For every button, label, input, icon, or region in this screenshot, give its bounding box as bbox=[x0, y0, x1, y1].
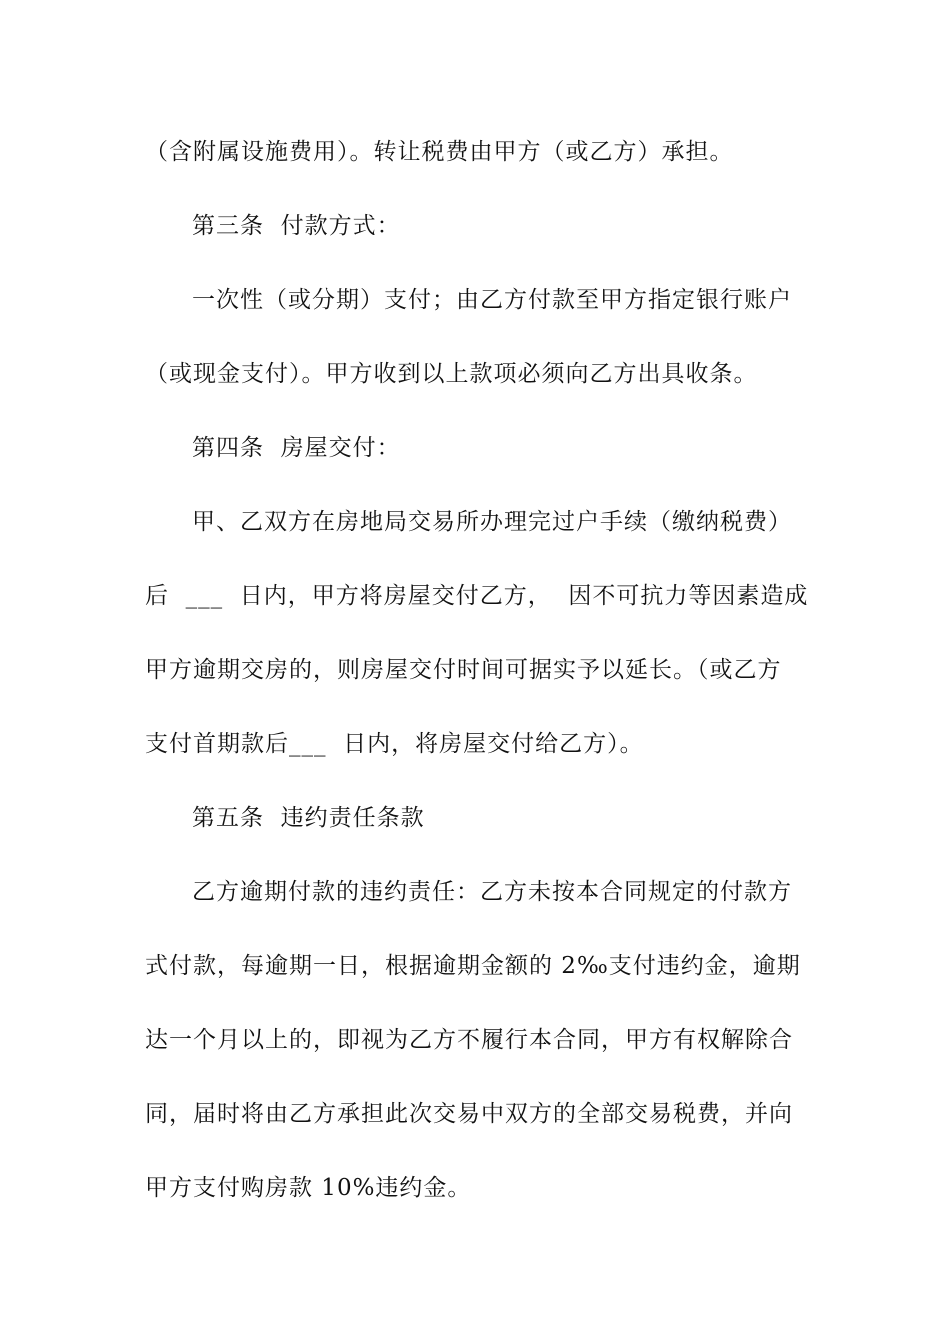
section-heading: 第五条 违约责任条款 bbox=[192, 805, 425, 831]
text-line: 甲、乙双方在房地局交易所办理完过户手续（缴纳税费） bbox=[192, 509, 792, 535]
text-line: 后 ___ 日内，甲方将房屋交付乙方， 因不可抗力等因素造成 bbox=[145, 583, 809, 609]
section-heading: 第四条 房屋交付： bbox=[192, 435, 401, 461]
text-line: （或现金支付）。甲方收到以上款项必须向乙方出具收条。 bbox=[145, 361, 758, 387]
section-heading: 第三条 付款方式： bbox=[192, 213, 401, 239]
text-line: 达一个月以上的，即视为乙方不履行本合同，甲方有权解除合 bbox=[145, 1027, 793, 1053]
text-line: 甲方逾期交房的，则房屋交付时间可据实予以延长。（或乙方 bbox=[145, 657, 782, 683]
text-line: 支付首期款后___ 日内，将房屋交付给乙方）。 bbox=[145, 731, 644, 757]
text-line: 甲方支付购房款 10%违约金。 bbox=[145, 1175, 472, 1201]
text-line: 乙方逾期付款的违约责任：乙方未按本合同规定的付款方 bbox=[192, 879, 792, 905]
text-line: （含附属设施费用）。转让税费由甲方（或乙方）承担。 bbox=[145, 139, 734, 165]
text-line: 同，届时将由乙方承担此次交易中双方的全部交易税费，并向 bbox=[145, 1101, 793, 1127]
text-line: 式付款，每逾期一日，根据逾期金额的 2‰支付违约金，逾期 bbox=[145, 953, 801, 979]
text-line: 一次性（或分期）支付；由乙方付款至甲方指定银行账户 bbox=[192, 287, 792, 313]
